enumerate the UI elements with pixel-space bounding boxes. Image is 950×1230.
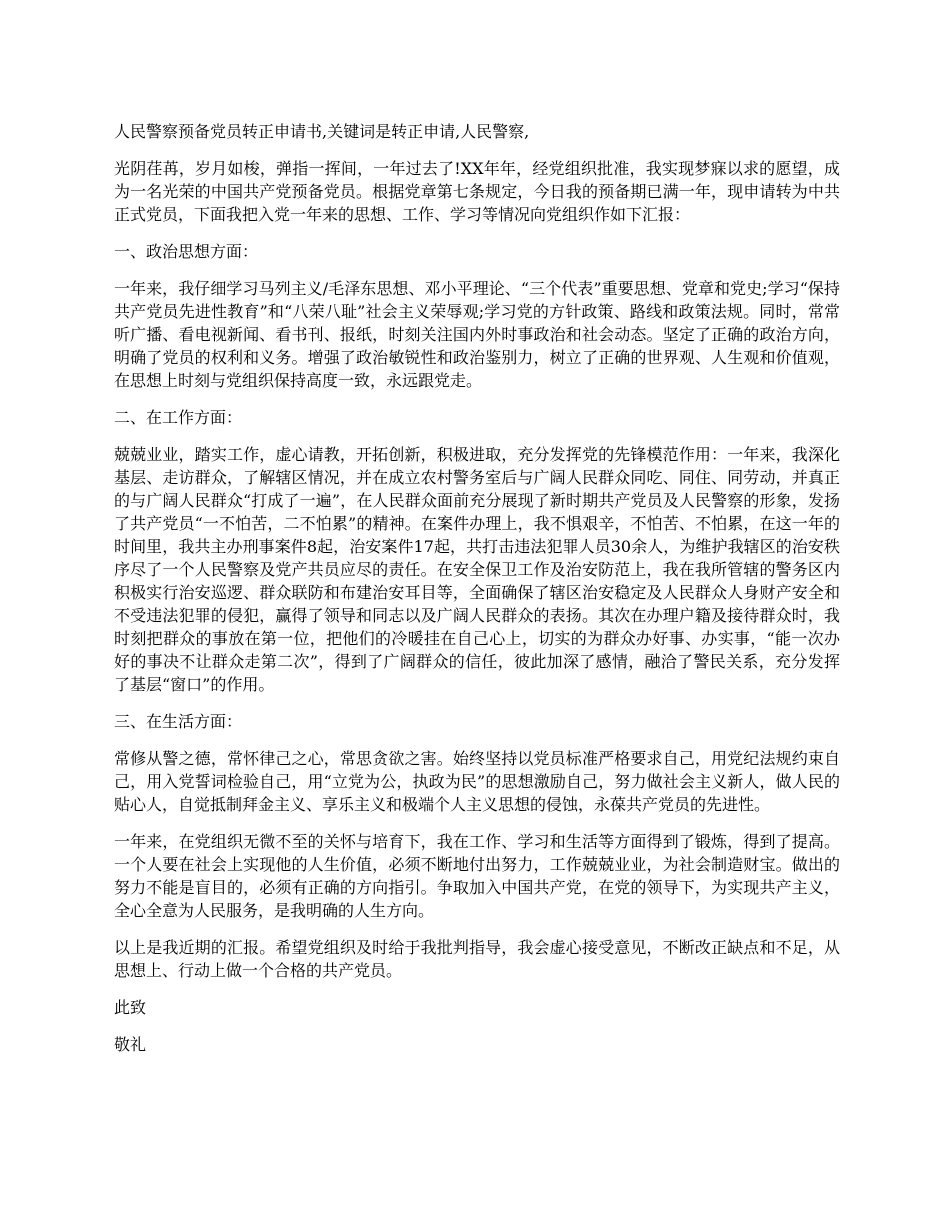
document-page bbox=[114, 120, 840, 1070]
section-body-life: 常修从警之德，常怀律己之心，常思贪欲之害。始终坚持以党员标准严格要求自己，用党纪法规约束自己，用入党誓词检验自己，用“立党为公，执政为民”的思想激励自己，努力做社会主义新人，做人民的贴心人，自觉抵制拜金主义、享乐主义和极端个人主义思想的侵蚀，永葆共产党员的先进性。 bbox=[114, 749, 840, 814]
summary-paragraph: 一年来，在党组织无微不至的关怀与培育下，我在工作、学习和生活等方面得到了锻炼，得到了提高。一个人要在社会上实现他的人生价值，必须不断地付出努力，工作兢兢业业，为社会制造财宝。做出的努力不能是盲目的，必须有正确的方向指引。争取加入中国共产党，在党的领导下，为实现共产主义，全心全意为人民服务，是我明确的人生方向。 bbox=[114, 832, 840, 920]
section-body-political: 一年来，我仔细学习马列主义/毛泽东思想、邓小平理论、“三个代表”重要思想、党章和党史;学习“保持共产党员先进性教育”和“八荣八耻”社会主义荣辱观;学习党的方针政策、路线和政策法规。同时，常常听广播、看电视新闻、看书刊、报纸，时刻关注国内外时事政治和社会动态。坚定了正确的政治方向，明确了党员的权利和义务。增强了政治敏锐性和政治鉴别力，树立了正确的世界观、人生观和价值观，在思想上时刻与党组织保持高度一致，永远跟党走。 bbox=[114, 279, 840, 390]
closing-paragraph: 以上是我近期的汇报。希望党组织及时给于我批判指导，我会虚心接受意见，不断改正缺点和不足，从思想上、行动上做一个合格的共产党员。 bbox=[114, 938, 840, 980]
section-body-work: 兢兢业业，踏实工作，虚心请教，开拓创新，积极进取，充分发挥党的先锋模范作用：一年来，我深化基层、走访群众，了解辖区情况，并在成立农村警务室后与广阔人民群众同吃、同住、同劳动，并真正的与广阔人民群众“打成了一遍”，在人民群众面前充分展现了新时期共产党员及人民警察的形象，发扬了共产党员“一不怕苦，二不怕累”的精神。在案件办理上，我不惧艰辛，不怕苦、不怕累，在这一年的时间里，我共主办刑事案件8起，治安案件17起，共打击违法犯罪人员30余人，为维护我辖区的治安秩序尽了一个人民警察及党产共员应尽的责任。在安全保卫工作及治安防范上，我在我所管辖的警务区内积极实行治安巡逻、群众联防和布建治安耳目等，全面确保了辖区治安稳定及人民群众人身财产安全和不受违法犯罪的侵犯，赢得了领导和同志以及广阔人民群众的表扬。其次在办理户籍及接待群众时，我时刻把群众的事放在第一位，把他们的冷暖挂在自己心上，切实的为群众办好事、办实事，“能一次办好的事决不让群众走第二次”，得到了广阔群众的信任，彼此加深了感情，融洽了警民关系，充分发挥了基层“窗口”的作用。 bbox=[114, 445, 840, 694]
section-heading-political: 一、政治思想方面： bbox=[114, 242, 259, 261]
document-title-line: 人民警察预备党员转正申请书,关键词是转正申请,人民警察, bbox=[114, 122, 530, 141]
intro-paragraph: 光阴荏苒，岁月如梭，弹指一挥间，一年过去了!XX年年，经党组织批准，我实现梦寐以求的愿望，成为一名光荣的中国共产党预备党员。根据党章第七条规定，今日我的预备期已满一年，现申请转为中共正式党员，下面我把入党一年来的思想、工作、学习等情况向党组织作如下汇报： bbox=[114, 159, 840, 224]
salutation-line-1: 此致 bbox=[114, 998, 147, 1017]
section-heading-life: 三、在生活方面： bbox=[114, 712, 243, 731]
salutation-line-2: 敬礼 bbox=[114, 1035, 147, 1054]
section-heading-work: 二、在工作方面： bbox=[114, 408, 243, 427]
